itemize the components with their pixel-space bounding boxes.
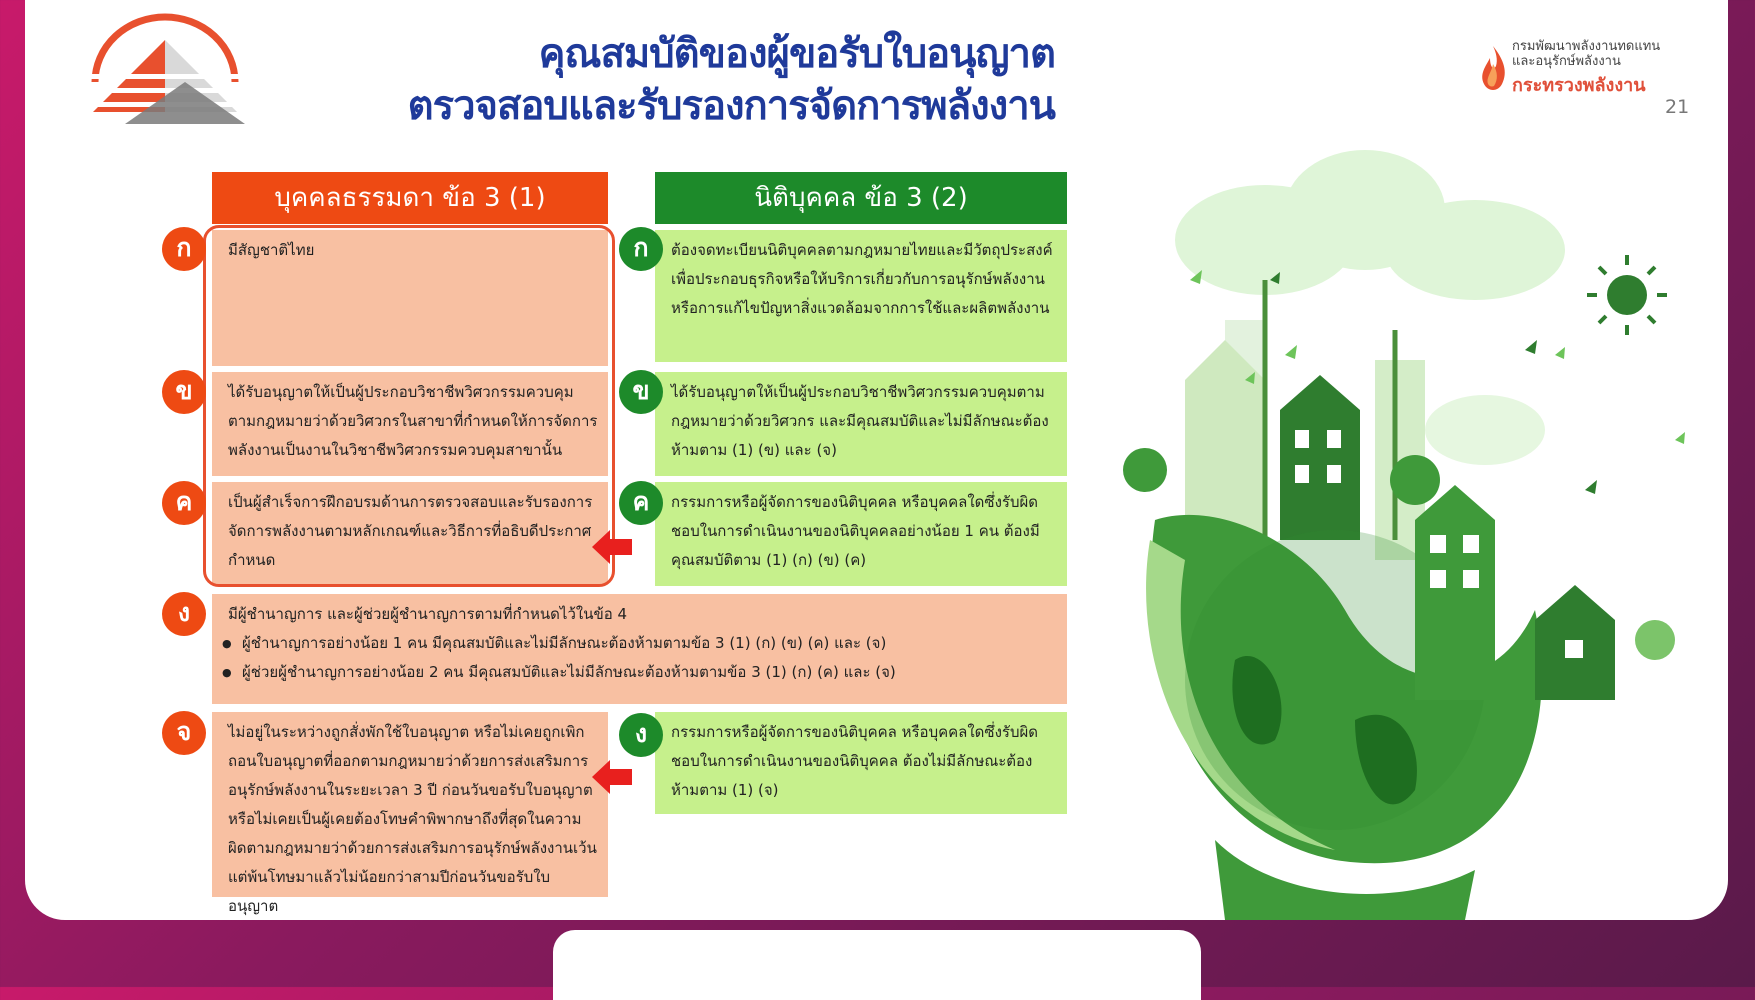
shared-item-text: มีผู้ชำนาญการ และผู้ช่วยผู้ชำนาญการตามที่กำหนดไว้ในข้อ 4 [228,605,628,623]
red-left-arrow-icon [592,530,632,564]
badge-right-ngo: ง [619,713,663,757]
left-column-header: บุคคลธรรมดา ข้อ 3 (1) [212,172,608,224]
badge-left-cho: จ [162,711,206,755]
right-column-header: นิติบุคคล ข้อ 3 (2) [655,172,1067,224]
badge-left-kho: ข [162,370,206,414]
red-left-arrow-icon [592,760,632,794]
badge-left-ko: ก [162,227,206,271]
shared-bullet-1: ● ผู้ชำนาญการอย่างน้อย 1 คน มีคุณสมบัติและไม่มีลักษณะต้องห้ามตามข้อ 3 (1) (ก) (ข) (ค) และ (จ) [228,629,1057,658]
badge-left-kho-khwai: ค [162,481,206,525]
left-item-cho: ไม่อยู่ในระหว่างถูกสั่งพักใช้ใบอนุญาต หรือไม่เคยถูกเพิกถอนใบอนุญาตที่ออกตามกฎหมายว่าด้วยการส่งเสริมการอนุรักษ์พลังงานในระยะเวลา 3 ปี ก่อนวันขอรับใบอนุญาตหรือไม่เคยเป็นผู้เคยต้องโทษคำพิพากษาถึงที่สุดในความผิดตามกฎหมายว่าด้วยการส่งเสริมการอนุรักษ์พลังงานเว้นแต่พ้นโทษมาแล้วไม่น้อยกว่าสามปีก่อนวันขอรับใบอนุญาต [212,712,608,897]
page-title [325,28,1055,132]
pyramid-logo-icon [85,12,245,127]
badge-shared-ngo: ง [162,592,206,636]
title-line-1: คุณสมบัติของผู้ขอรับใบอนุญาต [538,31,1055,77]
slide [25,0,1728,920]
right-item-ngo: กรรมการหรือผู้จัดการของนิติบุคคล หรือบุคคลใดซึ่งรับผิดชอบในการดำเนินงานของนิติบุคคล ต้องไม่มีลักษณะต้องห้ามตาม (1) (จ) [655,712,1067,814]
left-item-kho-khwai: เป็นผู้สำเร็จการฝึกอบรมด้านการตรวจสอบและรับรองการจัดการพลังงานตามหลักเกณฑ์และวิธีการที่อธิบดีประกาศกำหนด [212,482,608,584]
flame-logo-icon [1476,44,1510,94]
agency-line-3: กระทรวงพลังงาน [1512,75,1646,96]
green-earth-city-illustration [1095,140,1695,920]
right-item-kho: ได้รับอนุญาตให้เป็นผู้ประกอบวิชาชีพวิศวกรรมควบคุมตามกฎหมายว่าด้วยวิศวกร และมีคุณสมบัติและไม่มีลักษณะต้องห้ามตาม (1) (ข) และ (จ) [655,372,1067,476]
right-item-kho-khwai: กรรมการหรือผู้จัดการของนิติบุคคล หรือบุคคลใดซึ่งรับผิดชอบในการดำเนินงานของนิติบุคคลอย่างน้อย 1 คน ต้องมีคุณสมบัติตาม (1) (ก) (ข) (ค) [655,482,1067,586]
page-number: 21 [1665,96,1690,118]
badge-right-ko: ก [619,227,663,271]
shared-bullet-2: ● ผู้ช่วยผู้ชำนาญการอย่างน้อย 2 คน มีคุณสมบัติและไม่มีลักษณะต้องห้ามตามข้อ 3 (1) (ก) (ค) และ (จ) [228,658,1057,687]
title-line-2: ตรวจสอบและรับรองการจัดการพลังงาน [407,83,1055,129]
agency-line-1: กรมพัฒนาพลังงานทดแทน [1512,39,1661,54]
badge-right-kho-khwai: ค [619,481,663,525]
bottom-panel [553,930,1201,1000]
shared-item-ngo [212,594,1067,704]
agency-line-2: และอนุรักษ์พลังงาน [1512,54,1621,69]
left-item-kho: ได้รับอนุญาตให้เป็นผู้ประกอบวิชาชีพวิศวกรรมควบคุมตามกฎหมายว่าด้วยวิศวกรในสาขาที่กำหนดให้การจัดการพลังงานเป็นงานในวิชาชีพวิศวกรรมควบคุมสาขานั้น [212,372,608,476]
left-items-frame [203,225,615,587]
sun-icon [1587,255,1667,335]
badge-right-kho: ข [619,370,663,414]
left-item-ko: มีสัญชาติไทย [212,230,608,366]
right-item-ko: ต้องจดทะเบียนนิติบุคคลตามกฎหมายไทยและมีวัตถุประสงค์เพื่อประกอบธุรกิจหรือให้บริการเกี่ยวกับการอนุรักษ์พลังงานหรือการแก้ไขปัญหาสิ่งแวดล้อมจากการใช้และผลิตพลังงาน [655,230,1067,362]
